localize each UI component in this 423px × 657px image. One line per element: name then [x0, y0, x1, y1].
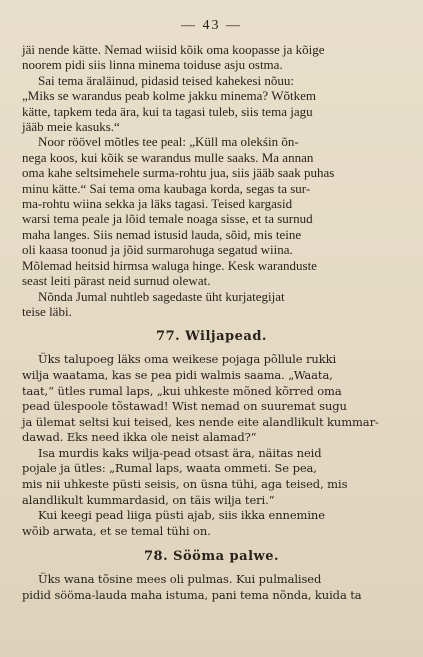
text-line: ma-rohtu wiina sekka ja läks tagasi. Teised kargasid — [22, 196, 293, 212]
text-line: Noor röövel mõtles tee peal: „Küll ma olekśin õn- — [38, 134, 299, 150]
text-line: taat,“ ütles rumal laps, „kui uhkeste mõned kõrred oma — [22, 383, 342, 398]
text-line: jäi nende kätte. Nemad wiisid kõik oma koopasse ja kõige — [22, 42, 325, 57]
text-line: wõib arwata, et se temal tühi on. — [22, 523, 211, 538]
text-line: oma kahe seltsimehele surma-rohtu jua, siis jääb saak puhas — [22, 165, 335, 181]
text-line: nega koos, kui kõik se warandus mulle saaks. Ma annan — [22, 149, 314, 165]
chapter-77-text — [22, 352, 401, 539]
text-line: teise läbi. — [22, 303, 72, 319]
text-line: wilja waatama, kas se pea pidi walmis saama. „Waata, — [22, 367, 333, 382]
text-line: kätte, tapkem teda ära, kui ta tagasi tuleb, siis tema jagu — [22, 103, 313, 119]
text-line: jääb meie kasuks.“ — [22, 119, 120, 135]
story-ending-text — [22, 42, 401, 319]
text-line: „Miks se warandus peab kolme jakku minema? Wõtkem — [22, 88, 316, 104]
text-line: maha langes. Siis nemad istusid lauda, sõid, mis teine — [22, 226, 302, 242]
text-line: oli kaasa toonud ja jõid surmarohuga segatud wiina. — [22, 242, 293, 258]
text-line: Nõnda Jumal nuhtleb sagedaste üht kurjategijat — [38, 288, 285, 304]
text-line: mis nii uhkeste püsti seisis, on üsna tühi, aga teised, mis — [22, 477, 348, 492]
chapter-heading-78: 78. Sööma palwe. — [143, 549, 280, 565]
text-line: Üks wana tõsine mees oli pulmas. Kui pulmalised — [38, 572, 322, 587]
text-line: alandlikult kummardasid, on täis wilja teri.“ — [22, 492, 275, 507]
text-line: Kui keegi pead liiga püsti ajab, siis ikka ennemine — [38, 508, 325, 523]
text-line: ja ülemat seltsi kui teised, kes nende eite alandlikult kummar- — [22, 414, 379, 429]
text-line: Sai tema äraläinud, pidasid teised kahekesi nõuu: — [38, 72, 294, 88]
chapter-heading-77: 77. Wiljapead. — [156, 329, 267, 345]
text-line: warsi tema peale ja lõid temale noaga sisse, et ta surnud — [22, 211, 313, 227]
text-line: minu kätte.“ Sai tema oma kaubaga korda, segas ta sur- — [22, 180, 311, 196]
text-line: pidid sööma-lauda maha istuma, pani tema nõnda, kuida ta — [22, 588, 362, 603]
text-line: Mõlemad heitsid hirmsa waluga hinge. Kesk waranduste — [22, 257, 317, 273]
text-line: noorem pidi siis linna minema toiduse asju ostma. — [22, 57, 283, 73]
chapter-78-text — [22, 572, 401, 603]
page-number: — 43 — — [181, 18, 242, 33]
text-line: Isa murdis kaks wilja-pead otsast ära, näitas neid — [38, 445, 322, 460]
text-line: seast leiti pärast neid surnud olewat. — [22, 273, 211, 289]
text-line: pojale ja ütles: „Rumal laps, waata ommeti. Se pea, — [22, 461, 317, 476]
text-line: Üks talupoeg läks oma weikese pojaga põllule rukki — [38, 352, 337, 367]
text-line: dawad. Eks need ikka ole neist alamad?“ — [22, 430, 257, 445]
text-line: pead ülespoole tõstawad! Wist nemad on suuremat sugu — [22, 399, 347, 414]
